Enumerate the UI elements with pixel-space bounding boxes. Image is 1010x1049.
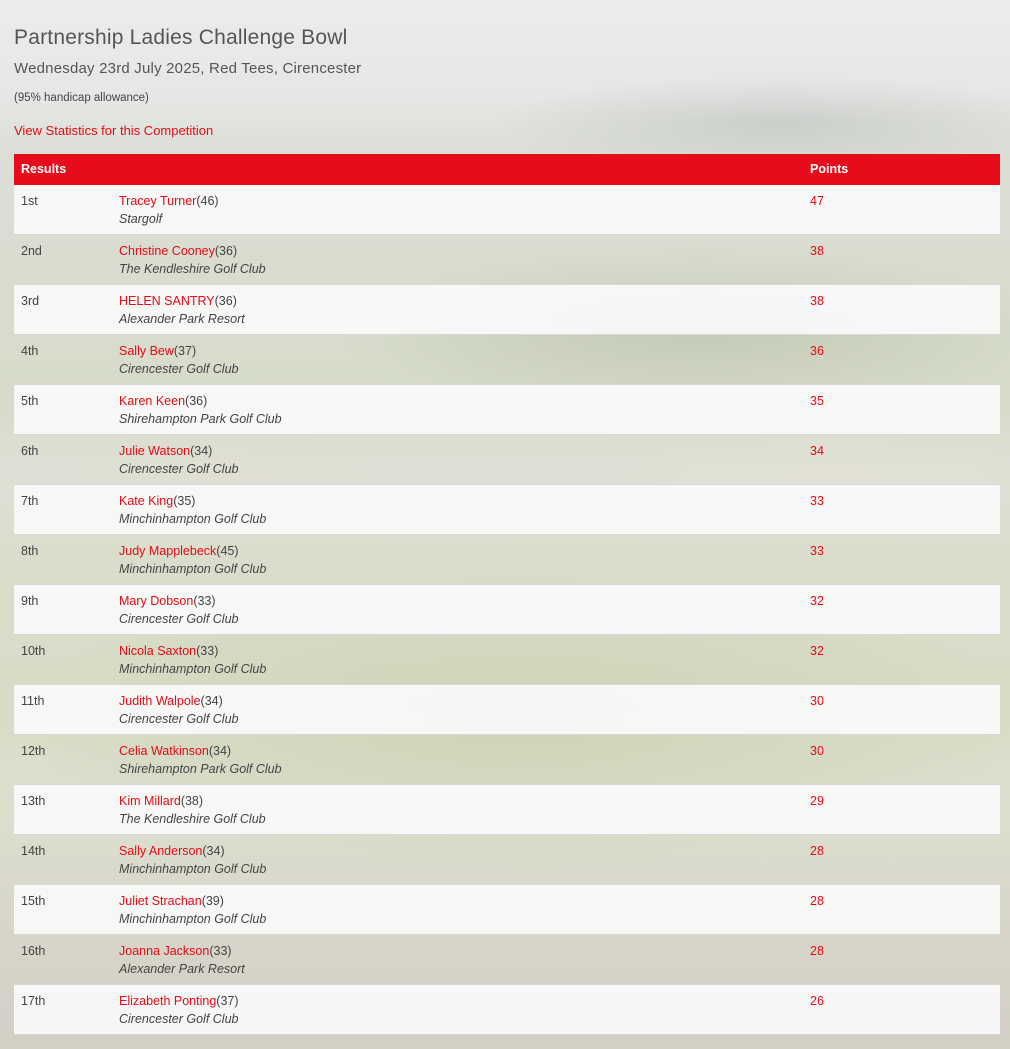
position: 12th (21, 744, 46, 758)
player-name-link[interactable]: Karen Keen (119, 394, 186, 408)
position: 3rd (21, 294, 40, 308)
position: 6th (21, 444, 39, 458)
position: 13th (21, 794, 46, 808)
table-row (14, 885, 1000, 935)
player-handicap: (37) (173, 344, 197, 358)
player-name-link[interactable]: Kate King (119, 494, 174, 508)
player-handicap: (46) (196, 194, 219, 208)
player-handicap: (33) (209, 944, 232, 958)
table-row (14, 385, 1000, 435)
player-name-link[interactable]: Christine Cooney (119, 244, 215, 258)
points-value[interactable]: 33 (810, 544, 824, 558)
player-cell (119, 694, 223, 708)
player-club: Stargolf (119, 212, 163, 226)
player-club: Minchinhampton Golf Club (119, 862, 267, 876)
player-handicap: (36) (214, 244, 238, 258)
table-row (14, 485, 1000, 535)
page-title: Partnership Ladies Challenge Bowl (14, 26, 348, 49)
points-column-header: Points (810, 162, 849, 176)
table-row (14, 185, 1000, 235)
player-name-link[interactable]: Judy Mapplebeck (119, 544, 217, 558)
player-name-link[interactable]: Julie Watson (119, 444, 191, 458)
player-name-link[interactable]: Sally Bew (119, 344, 174, 358)
player-club: Alexander Park Resort (119, 962, 245, 976)
position: 9th (21, 594, 39, 608)
player-cell (119, 894, 224, 908)
points-value[interactable]: 28 (810, 944, 824, 958)
player-cell (119, 594, 216, 608)
table-row (14, 685, 1000, 735)
player-name-link[interactable]: Mary Dobson (119, 594, 194, 608)
points-value[interactable]: 34 (810, 444, 824, 458)
player-club: Minchinhampton Golf Club (119, 662, 267, 676)
handicap-allowance: (95% handicap allowance) (14, 92, 149, 104)
results-table-header (14, 154, 1000, 185)
points-value[interactable]: 30 (810, 694, 824, 708)
player-club: Shirehampton Park Golf Club (119, 762, 282, 776)
table-row (14, 935, 1000, 985)
position: 15th (21, 894, 46, 908)
position: 17th (21, 994, 46, 1008)
points-value[interactable]: 26 (810, 994, 824, 1008)
player-name-link[interactable]: Celia Watkinson (119, 744, 209, 758)
table-row (14, 235, 1000, 285)
player-club: Alexander Park Resort (119, 312, 245, 326)
player-cell (119, 444, 212, 458)
player-club: Cirencester Golf Club (119, 1012, 239, 1026)
position: 7th (21, 494, 39, 508)
player-handicap: (38) (180, 794, 204, 808)
points-value[interactable]: 29 (810, 794, 824, 808)
table-row (14, 585, 1000, 635)
player-club: Minchinhampton Golf Club (119, 562, 267, 576)
player-club: Cirencester Golf Club (119, 462, 239, 476)
results-rows (14, 185, 1000, 1035)
player-handicap: (33) (193, 594, 216, 608)
table-row (14, 335, 1000, 385)
points-value[interactable]: 28 (810, 894, 824, 908)
player-club: The Kendleshire Golf Club (119, 812, 266, 826)
player-cell (119, 494, 195, 508)
player-name-link[interactable]: Tracey Turner (119, 194, 197, 208)
position: 8th (21, 544, 39, 558)
player-club: Minchinhampton Golf Club (119, 912, 267, 926)
player-name-link[interactable]: Kim Millard (119, 794, 181, 808)
player-handicap: (34) (208, 744, 232, 758)
points-value[interactable]: 30 (810, 744, 824, 758)
player-name-link[interactable]: Nicola Saxton (119, 644, 197, 658)
player-handicap: (34) (200, 694, 223, 708)
points-value[interactable]: 47 (810, 194, 824, 208)
player-cell (119, 544, 239, 558)
view-statistics-link[interactable]: View Statistics for this Competition (14, 123, 214, 138)
table-row (14, 735, 1000, 785)
player-name-link[interactable]: Judith Walpole (119, 694, 201, 708)
table-row (14, 285, 1000, 335)
player-cell (119, 844, 225, 858)
player-name-link[interactable]: Sally Anderson (119, 844, 203, 858)
player-cell (119, 244, 237, 258)
player-handicap: (37) (216, 994, 239, 1008)
player-cell (119, 194, 219, 208)
position: 11th (21, 694, 45, 708)
player-cell (119, 294, 237, 308)
player-club: Shirehampton Park Golf Club (119, 412, 282, 426)
player-cell (119, 644, 218, 658)
player-handicap: (34) (190, 444, 213, 458)
points-value[interactable]: 36 (810, 344, 824, 358)
position: 4th (21, 344, 39, 358)
player-name-link[interactable]: Juliet Strachan (119, 894, 202, 908)
points-value[interactable]: 33 (810, 494, 824, 508)
player-club: The Kendleshire Golf Club (119, 262, 266, 276)
position: 14th (21, 844, 46, 858)
player-name-link[interactable]: Elizabeth Ponting (119, 994, 217, 1008)
points-value[interactable]: 32 (810, 594, 824, 608)
player-handicap: (36) (185, 394, 208, 408)
position: 1st (21, 194, 38, 208)
player-club: Cirencester Golf Club (119, 712, 239, 726)
player-cell (119, 994, 239, 1008)
player-handicap: (33) (196, 644, 219, 658)
points-value[interactable]: 38 (810, 244, 824, 258)
player-club: Cirencester Golf Club (119, 612, 239, 626)
points-value[interactable]: 32 (810, 644, 824, 658)
position: 2nd (21, 244, 42, 258)
position: 5th (21, 394, 39, 408)
table-row (14, 985, 1000, 1035)
player-handicap: (34) (202, 844, 225, 858)
table-row (14, 785, 1000, 835)
results-table (14, 154, 1000, 1035)
table-row (14, 535, 1000, 585)
player-handicap: (36) (214, 294, 237, 308)
player-cell (119, 744, 231, 758)
points-value[interactable]: 35 (810, 394, 824, 408)
position: 16th (21, 944, 46, 958)
table-row (14, 435, 1000, 485)
competition-subtitle: Wednesday 23rd July 2025, Red Tees, Cirencester (14, 60, 362, 77)
player-cell (119, 944, 232, 958)
player-handicap: (35) (173, 494, 196, 508)
player-handicap: (39) (201, 894, 224, 908)
player-cell (119, 344, 196, 358)
points-value[interactable]: 38 (810, 294, 824, 308)
player-cell (119, 394, 207, 408)
table-row (14, 635, 1000, 685)
player-club: Cirencester Golf Club (119, 362, 239, 376)
player-name-link[interactable]: Joanna Jackson (119, 944, 210, 958)
player-club: Minchinhampton Golf Club (119, 512, 267, 526)
player-cell (119, 794, 203, 808)
table-row (14, 835, 1000, 885)
player-handicap: (45) (216, 544, 239, 558)
position: 10th (21, 644, 46, 658)
points-value[interactable]: 28 (810, 844, 824, 858)
player-name-link[interactable]: HELEN SANTRY (119, 294, 215, 308)
results-column-header: Results (21, 162, 67, 176)
